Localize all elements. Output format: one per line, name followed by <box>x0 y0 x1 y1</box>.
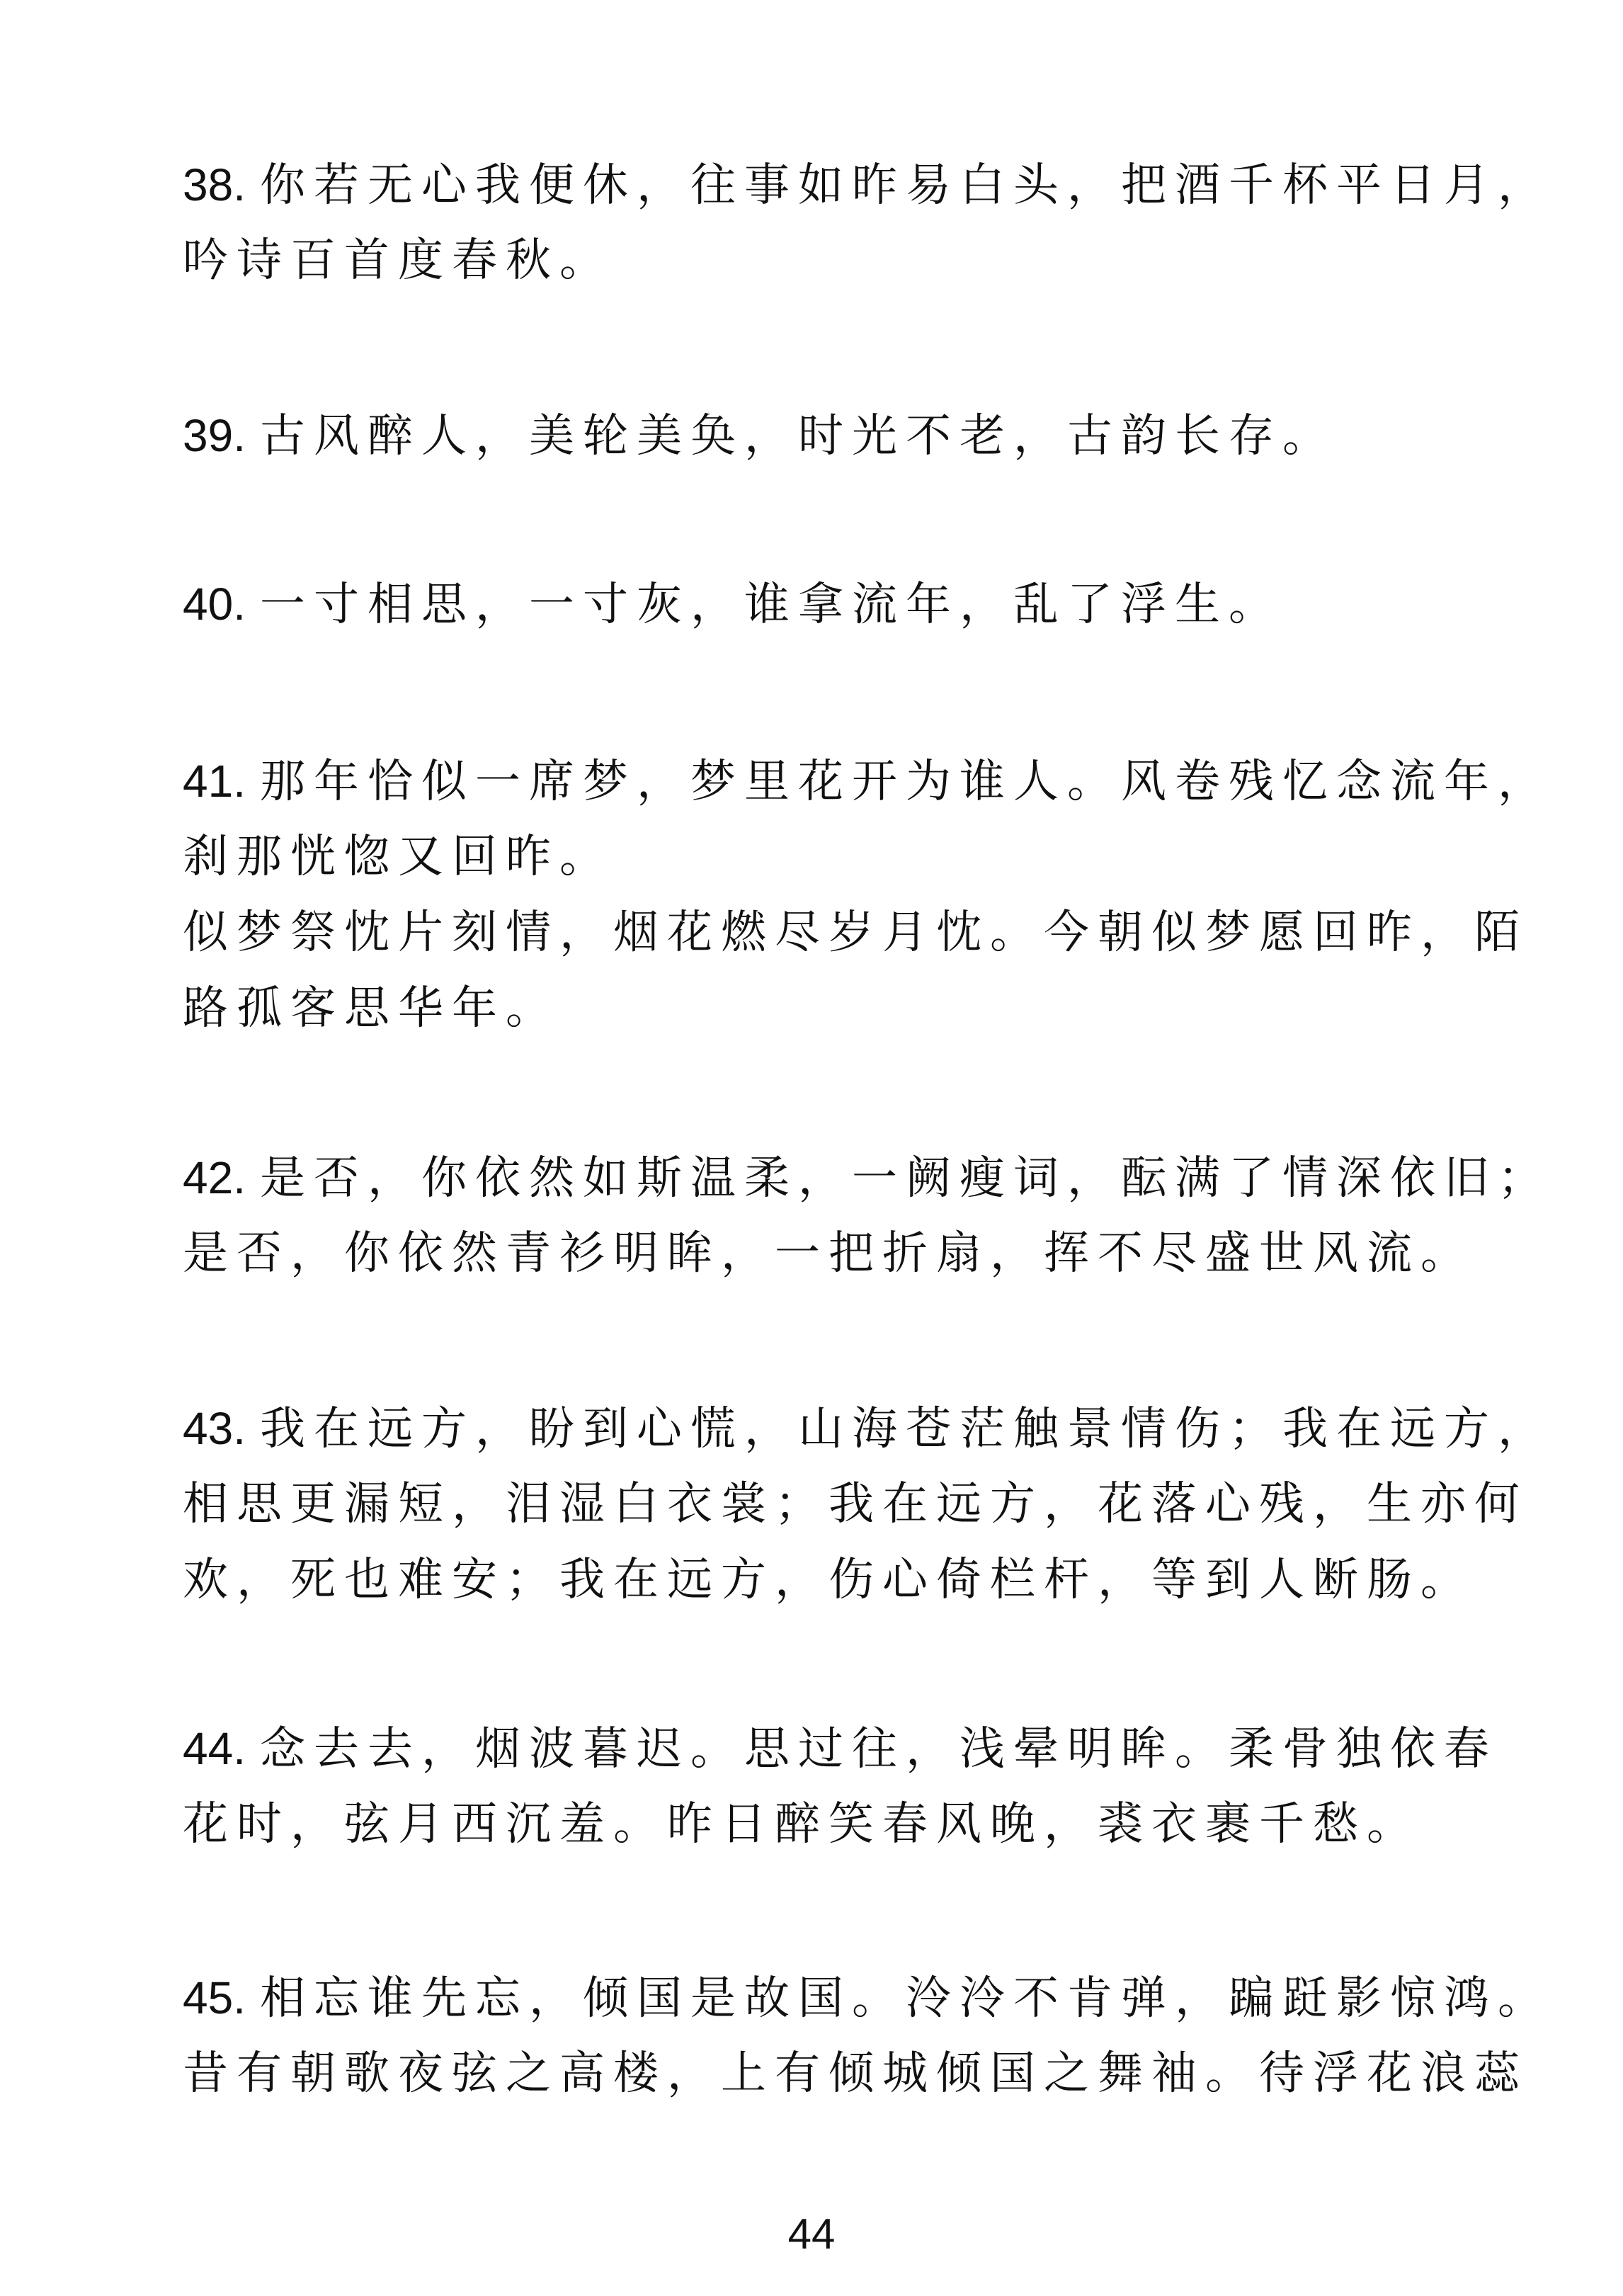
entry-line <box>183 744 1551 819</box>
entry-number: 43. <box>183 1403 246 1454</box>
entry-text: 一寸相思，一寸灰，谁拿流年，乱了浮生。 <box>259 579 1282 631</box>
entry-text: 念去去，烟波暮迟。思过往，浅晕明眸。柔骨独依春 <box>259 1723 1498 1775</box>
entry-40 <box>183 567 1457 642</box>
entry-number: 38. <box>183 159 246 210</box>
entry-line: 路孤客思华年。 <box>183 982 559 1035</box>
entry-line: 昔有朝歌夜弦之高楼，上有倾城倾国之舞袖。待浮花浪蕊 <box>183 2047 1528 2100</box>
entry-line: 似梦祭忱片刻情，烟花燃尽岁月忱。今朝似梦愿回昨，陌 <box>183 907 1528 959</box>
entry-text: 古风醉人，美轮美奂，时光不老，古韵长存。 <box>259 410 1336 462</box>
entry-line: 是否，你依然青衫明眸，一把折扇，挥不尽盛世风流。 <box>183 1227 1474 1280</box>
entry-39 <box>183 398 1457 474</box>
entry-38 <box>183 147 1551 299</box>
entry-text: 那年恰似一席梦，梦里花开为谁人。风卷残忆念流年， <box>259 756 1551 808</box>
entry-text: 是否，你依然如斯温柔，一阙瘦词，酝满了情深依旧； <box>259 1152 1551 1205</box>
entry-45 <box>183 1960 1551 2112</box>
entry-line: 花时，弦月西沉羞。昨日醉笑春风晚，裘衣裹千愁。 <box>183 1798 1420 1851</box>
entry-line <box>183 1391 1551 1467</box>
entry-number: 40. <box>183 579 246 630</box>
entry-number: 44. <box>183 1723 246 1774</box>
entry-line: 欢，死也难安；我在远方，伤心倚栏杆，等到人断肠。 <box>183 1554 1474 1606</box>
entry-line <box>183 398 1457 474</box>
entry-text: 我在远方，盼到心慌，山海苍茫触景情伤；我在远方， <box>259 1403 1551 1455</box>
entry-line: 相思更漏短，泪湿白衣裳；我在远方，花落心残，生亦何 <box>183 1478 1528 1530</box>
entry-line <box>183 1711 1498 1787</box>
entry-number: 39. <box>183 410 246 461</box>
entry-text: 你若无心我便休，往事如昨易白头，把酒千杯平日月， <box>259 159 1551 212</box>
entry-number: 42. <box>183 1152 246 1203</box>
entry-line: 刹那恍惚又回昨。 <box>183 831 613 883</box>
entry-number: 41. <box>183 756 246 807</box>
entry-number: 45. <box>183 1972 246 2023</box>
entry-42 <box>183 1140 1551 1292</box>
entry-line <box>183 1960 1551 2036</box>
entry-line <box>183 147 1551 223</box>
page-number: 44 <box>787 2210 836 2258</box>
entry-text: 相忘谁先忘，倾国是故国。泠泠不肯弹，蹁跹影惊鸿。 <box>259 1972 1551 2025</box>
entry-line <box>183 567 1457 642</box>
entry-line: 吟诗百首度春秋。 <box>183 234 613 287</box>
entry-line <box>183 1140 1551 1216</box>
entry-44 <box>183 1711 1498 1863</box>
entry-43 <box>183 1391 1551 1618</box>
entry-41 <box>183 744 1551 1047</box>
